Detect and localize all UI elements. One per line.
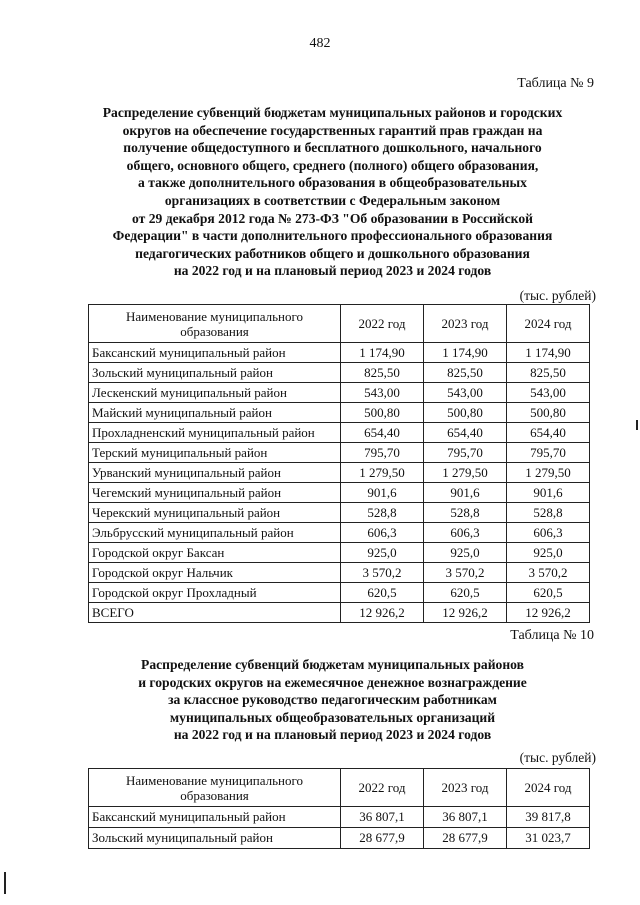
cell-value: 825,50 [341, 363, 424, 383]
table-row [89, 603, 590, 623]
cell-value: 3 570,2 [424, 563, 507, 583]
table-row [89, 583, 590, 603]
cell-municipality: Зольский муниципальный район [89, 363, 341, 383]
header-2022: 2022 год [341, 305, 424, 343]
cell-value: 543,00 [341, 383, 424, 403]
table9-title-line: а также дополнительного образования в общеобразовательных [138, 175, 527, 191]
table-row [89, 443, 590, 463]
table10-body [89, 807, 590, 849]
cell-value: 1 279,50 [424, 463, 507, 483]
cell-municipality: Черекский муниципальный район [89, 503, 341, 523]
table9-title-line: на 2022 год и на плановый период 2023 и 2024 годов [173, 263, 492, 279]
table-row [89, 563, 590, 583]
cell-value: 36 807,1 [424, 807, 507, 828]
cell-municipality: Лескенский муниципальный район [89, 383, 341, 403]
cell-value: 12 926,2 [507, 603, 590, 623]
cell-value: 620,5 [341, 583, 424, 603]
page-number: 482 [309, 36, 331, 51]
cell-municipality: Эльбрусский муниципальный район [89, 523, 341, 543]
cell-value: 31 023,7 [507, 828, 590, 849]
cell-value: 1 174,90 [424, 343, 507, 363]
cell-municipality: Городской округ Нальчик [89, 563, 341, 583]
table-row [89, 423, 590, 443]
cell-value: 795,70 [341, 443, 424, 463]
table9-title [60, 104, 605, 280]
table9-title-line: организациях в соответствии с Федеральным законом [164, 192, 501, 208]
cell-municipality: Прохладненский муниципальный район [89, 423, 341, 443]
header-2023: 2023 год [424, 769, 507, 807]
cell-municipality: Баксанский муниципальный район [89, 343, 341, 363]
table10-title-line: муниципальных общеобразовательных организаций [169, 709, 496, 725]
cell-value: 3 570,2 [507, 563, 590, 583]
table9-title-line: от 29 декабря 2012 года № 273-ФЗ "Об образовании в Российской [132, 210, 533, 226]
cell-value: 620,5 [507, 583, 590, 603]
cell-value: 654,40 [341, 423, 424, 443]
table9-body [89, 343, 590, 623]
cell-value: 36 807,1 [341, 807, 424, 828]
table9-title-line: общего, основного общего, среднего (полного) общего образования, [126, 157, 539, 173]
table10 [88, 768, 590, 849]
cell-municipality: Чегемский муниципальный район [89, 483, 341, 503]
cell-value: 606,3 [341, 523, 424, 543]
table-row [89, 543, 590, 563]
cell-value: 654,40 [507, 423, 590, 443]
table10-title-line: Распределение субвенций бюджетам муниципальных районов [141, 657, 524, 672]
table10-units: (тыс. рублей) [519, 750, 596, 765]
cell-value: 28 677,9 [424, 828, 507, 849]
cell-value: 654,40 [424, 423, 507, 443]
cell-municipality: Зольский муниципальный район [89, 828, 341, 849]
cell-value: 528,8 [507, 503, 590, 523]
table9-title-line: Федерации" в части дополнительного профессионального образования [112, 228, 553, 244]
cell-value: 901,6 [341, 483, 424, 503]
cell-value: 825,50 [507, 363, 590, 383]
table-row [89, 383, 590, 403]
cell-value: 901,6 [507, 483, 590, 503]
table-row [89, 828, 590, 849]
table-row [89, 363, 590, 383]
cell-municipality: ВСЕГО [89, 603, 341, 623]
cell-value: 3 570,2 [341, 563, 424, 583]
table9-header-row [89, 305, 590, 343]
table-row [89, 403, 590, 423]
cell-value: 12 926,2 [341, 603, 424, 623]
table9-units: (тыс. рублей) [519, 288, 596, 303]
cell-value: 925,0 [424, 543, 507, 563]
cell-value: 500,80 [424, 403, 507, 423]
cell-value: 500,80 [341, 403, 424, 423]
cell-value: 1 174,90 [507, 343, 590, 363]
cell-value: 39 817,8 [507, 807, 590, 828]
table10-header-row [89, 769, 590, 807]
table10-title [60, 656, 605, 744]
table9-label: Таблица № 9 [517, 76, 594, 91]
table10-title-line: за классное руководство педагогическим работникам [168, 692, 497, 708]
table-row [89, 483, 590, 503]
cell-value: 925,0 [341, 543, 424, 563]
cell-municipality: Урванский муниципальный район [89, 463, 341, 483]
table9-title-line: Распределение субвенций бюджетам муниципальных районов и городских [102, 105, 563, 120]
table10-title-line: на 2022 год и на плановый период 2023 и 2024 годов [173, 727, 492, 743]
cell-value: 825,50 [424, 363, 507, 383]
cell-value: 606,3 [507, 523, 590, 543]
table10-label: Таблица № 10 [510, 628, 594, 643]
cell-value: 12 926,2 [424, 603, 507, 623]
cell-value: 500,80 [507, 403, 590, 423]
header-2024: 2024 год [507, 305, 590, 343]
cell-value: 543,00 [424, 383, 507, 403]
cell-value: 543,00 [507, 383, 590, 403]
cell-value: 1 279,50 [341, 463, 424, 483]
table-row [89, 343, 590, 363]
scan-margin-mark [4, 872, 6, 894]
scan-margin-mark [636, 420, 638, 430]
table9-title-line: педагогических работников общего и дошкольного образования [135, 245, 530, 261]
cell-value: 901,6 [424, 483, 507, 503]
cell-municipality: Терский муниципальный район [89, 443, 341, 463]
table9-title-line: округов на обеспечение государственных гарантий прав граждан на [122, 122, 543, 138]
table-row [89, 807, 590, 828]
table-row [89, 463, 590, 483]
table10-title-line: и городских округов на ежемесячное денежное вознаграждение [138, 674, 527, 690]
header-name: Наименование муниципального образования [89, 769, 341, 807]
table-row [89, 523, 590, 543]
cell-value: 28 677,9 [341, 828, 424, 849]
cell-value: 1 279,50 [507, 463, 590, 483]
cell-municipality: Городской округ Прохладный [89, 583, 341, 603]
cell-value: 606,3 [424, 523, 507, 543]
header-2022: 2022 год [341, 769, 424, 807]
header-2023: 2023 год [424, 305, 507, 343]
cell-value: 1 174,90 [341, 343, 424, 363]
cell-value: 620,5 [424, 583, 507, 603]
cell-municipality: Майский муниципальный район [89, 403, 341, 423]
cell-value: 795,70 [507, 443, 590, 463]
cell-value: 795,70 [424, 443, 507, 463]
cell-value: 528,8 [424, 503, 507, 523]
header-2024: 2024 год [507, 769, 590, 807]
table9-title-line: получение общедоступного и бесплатного дошкольного, начального [123, 140, 542, 156]
cell-municipality: Городской округ Баксан [89, 543, 341, 563]
cell-value: 528,8 [341, 503, 424, 523]
header-name: Наименование муниципального образования [89, 305, 341, 343]
table-row [89, 503, 590, 523]
table9 [88, 304, 590, 623]
cell-municipality: Баксанский муниципальный район [89, 807, 341, 828]
cell-value: 925,0 [507, 543, 590, 563]
